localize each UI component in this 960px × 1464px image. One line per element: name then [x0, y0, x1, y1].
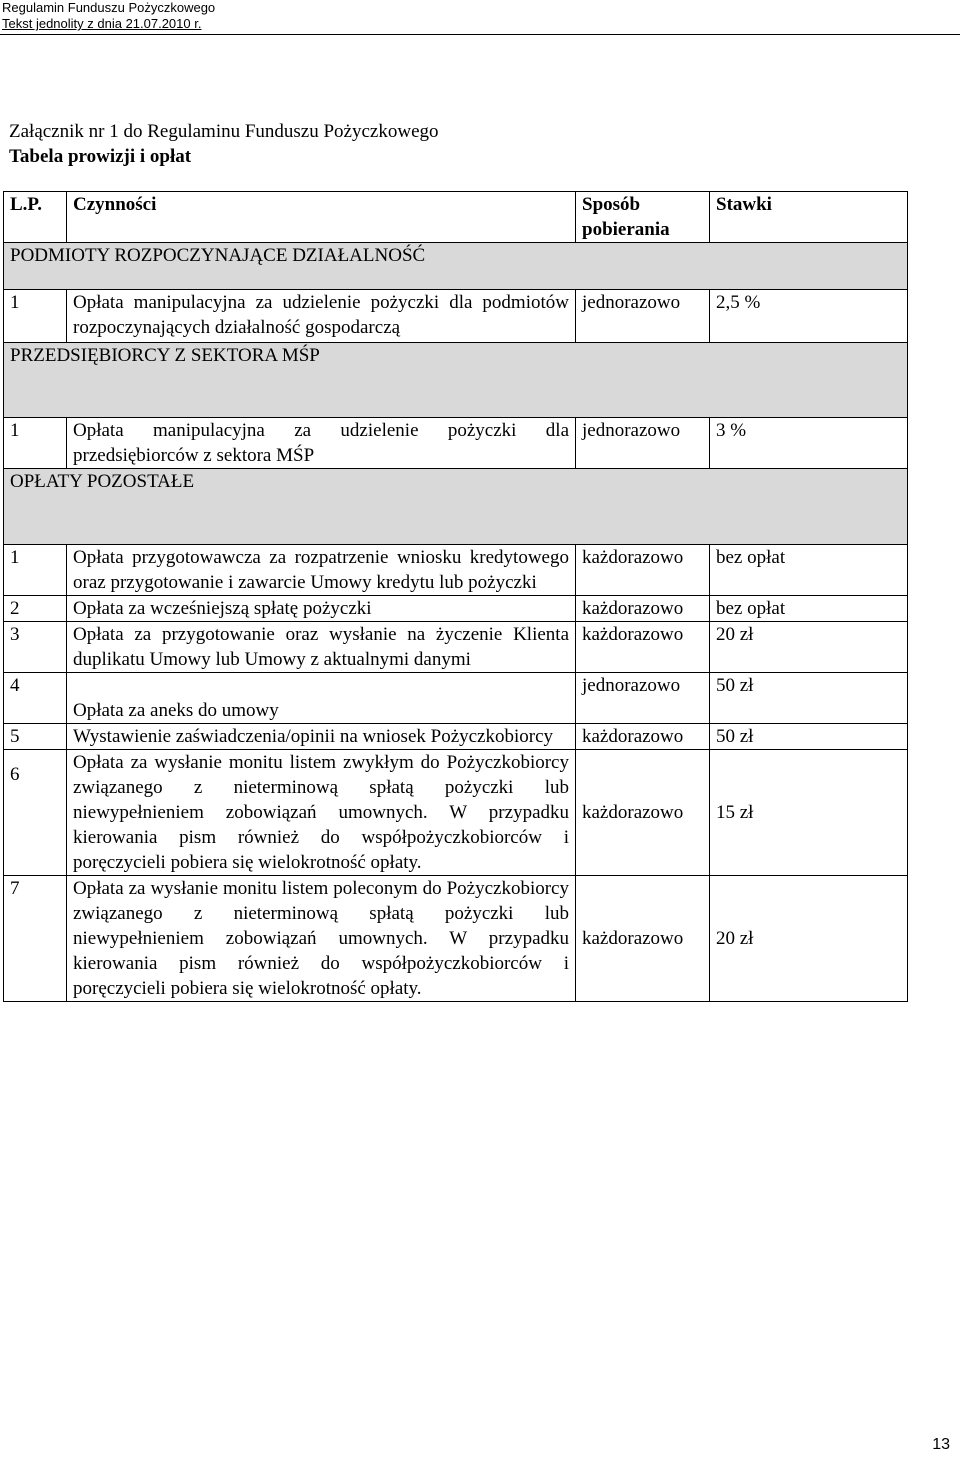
cell-rate: 2,5 % [710, 290, 908, 343]
cell-rate: bez opłat [710, 595, 908, 621]
cell-rate: 50 zł [710, 672, 908, 723]
cell-lp: 1 [4, 544, 67, 595]
header-rate: Stawki [710, 192, 908, 243]
section-title: PODMIOTY ROZPOCZYNAJĄCE DZIAŁALNOŚĆ [4, 243, 908, 290]
cell-lp: 1 [4, 290, 67, 343]
cell-rate: 15 zł [710, 749, 908, 875]
cell-method: każdorazowo [576, 544, 710, 595]
cell-desc: Opłata za wcześniejszą spłatę pożyczki [67, 595, 576, 621]
cell-lp: 1 [4, 418, 67, 469]
table-row [4, 749, 908, 875]
title-line1: Załącznik nr 1 do Regulaminu Funduszu Pożyczkowego [9, 121, 439, 142]
table-row [4, 595, 908, 621]
section-row [4, 243, 908, 290]
fees-table [3, 191, 908, 1002]
cell-method: każdorazowo [576, 875, 710, 1001]
cell-lp: 3 [4, 621, 67, 672]
document-title [9, 119, 439, 169]
section-row [4, 469, 908, 518]
section-row [4, 343, 908, 418]
header-divider [0, 34, 960, 35]
table-row [4, 723, 908, 749]
cell-rate: 3 % [710, 418, 908, 469]
cell-lp: 2 [4, 595, 67, 621]
cell-lp: 5 [4, 723, 67, 749]
cell-rate: 20 zł [710, 621, 908, 672]
header-line1: Regulamin Funduszu Pożyczkowego [2, 0, 216, 15]
cell-rate: bez opłat [710, 544, 908, 595]
section-band [4, 518, 908, 545]
cell-desc: Opłata przygotowawcza za rozpatrzenie wniosku kredytowego oraz przygotowanie i zawarcie Umowy kredytu lub pożyczki [67, 544, 576, 595]
table-row [4, 290, 908, 343]
cell-desc: Opłata za wysłanie monitu listem poleconym do Pożyczkobiorcy związanego z nieterminową spłatą pożyczki lub niewypełnieniem zobowiązań umownych. W przypadku kierowania pism również do współpożyczkobiorców i poręczycieli pobiera się wielokrotność opłaty. [67, 875, 576, 1001]
cell-method: jednorazowo [576, 418, 710, 469]
header-desc: Czynności [67, 192, 576, 243]
cell-rate: 50 zł [710, 723, 908, 749]
cell-method: każdorazowo [576, 749, 710, 875]
section-title: PRZEDSIĘBIORCY Z SEKTORA MŚP [4, 343, 908, 418]
page-number: 13 [932, 1436, 950, 1453]
table-row [4, 418, 908, 469]
cell-method: jednorazowo [576, 672, 710, 723]
table-row [4, 621, 908, 672]
cell-method: każdorazowo [576, 595, 710, 621]
cell-desc: Opłata za wysłanie monitu listem zwykłym do Pożyczkobiorcy związanego z nieterminową spłatą pożyczki lub niewypełnieniem zobowiązań umownych. W przypadku kierowania pism również do współpożyczkobiorców i poręczycieli pobiera się wielokrotność opłaty. [67, 749, 576, 875]
cell-method: każdorazowo [576, 621, 710, 672]
table-row [4, 672, 908, 723]
cell-method: każdorazowo [576, 723, 710, 749]
cell-desc: Opłata za przygotowanie oraz wysłanie na życzenie Klienta duplikatu Umowy lub Umowy z aktualnymi danymi [67, 621, 576, 672]
cell-desc: Opłata za aneks do umowy [67, 672, 576, 723]
table-header-row [4, 192, 908, 243]
cell-desc: Opłata manipulacyjna za udzielenie pożyczki dla podmiotów rozpoczynających działalność gospodarczą [67, 290, 576, 343]
cell-desc: Opłata manipulacyjna za udzielenie pożyczki dla przedsiębiorców z sektora MŚP [67, 418, 576, 469]
cell-lp: 6 [4, 749, 67, 875]
table-row [4, 544, 908, 595]
page-header [2, 0, 958, 32]
section-title: OPŁATY POZOSTAŁE [4, 469, 908, 518]
cell-desc: Wystawienie zaświadczenia/opinii na wniosek Pożyczkobiorcy [67, 723, 576, 749]
header-line2: Tekst jednolity z dnia 21.07.2010 r. [2, 16, 202, 31]
table-row [4, 875, 908, 1001]
cell-method: jednorazowo [576, 290, 710, 343]
cell-lp: 4 [4, 672, 67, 723]
header-method: Sposób pobierania [576, 192, 710, 243]
title-line2: Tabela prowizji i opłat [9, 146, 192, 167]
cell-lp: 7 [4, 875, 67, 1001]
header-lp: L.P. [4, 192, 67, 243]
cell-rate: 20 zł [710, 875, 908, 1001]
